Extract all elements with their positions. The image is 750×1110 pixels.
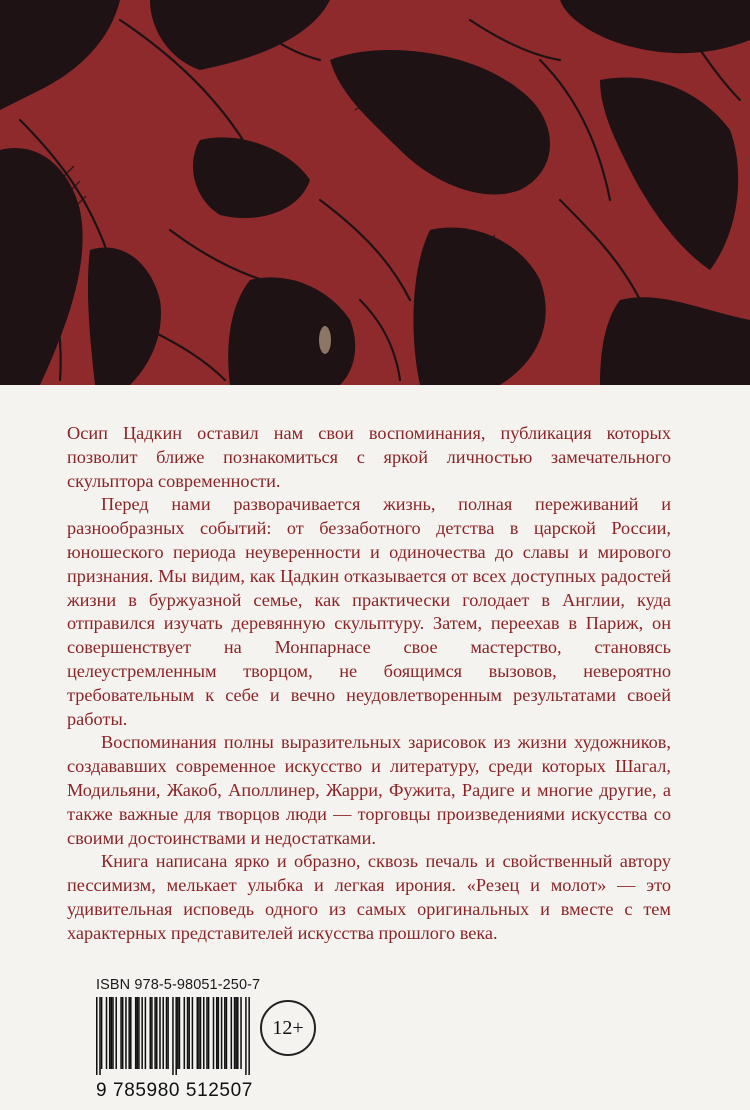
barcode-digits: 9 785980 512507 xyxy=(96,1080,253,1101)
woodcut-illustration xyxy=(0,0,750,385)
book-description xyxy=(67,422,671,946)
description-paragraph-3: Воспоминания полны выразительных зарисовок из жизни художников, создававших современное искусство и литературу, среди которых Шагал, Модильяни, Жакоб, Аполлинер, Жарри, Фужита, Радиге и многие другие, а также важные для творцов люди — торговцы произведениями искусства со своими достоинствами и недостатками. xyxy=(67,732,671,848)
cover-artwork xyxy=(0,0,750,385)
age-rating-badge: 12+ xyxy=(260,1000,316,1056)
isbn-number: ISBN 978-5-98051-250-7 xyxy=(96,977,261,993)
description-paragraph-1: Осип Цадкин оставил нам свои воспоминания, публикация которых позволит ближе познакомиться с яркой личностью замечательного скульптора современности. xyxy=(67,423,671,491)
isbn-label xyxy=(96,977,261,993)
back-cover-text-area xyxy=(0,385,750,1110)
description-paragraph-4: Книга написана ярко и образно, сквозь печаль и свойственный автору пессимизм, мелькает улыбка и легкая ирония. «Резец и молот» — это удивительная исповедь одного из самых оригинальных и вместе с тем характерных представителей искусства прошлого века. xyxy=(67,851,671,943)
description-paragraph-2: Перед нами разворачивается жизнь, полная переживаний и разнообразных событий: от беззаботного детства в царской России, юношеского периода неуверенности и одиночества до славы и мирового признания. Мы видим, как Цадкин отказывается от всех доступных радостей жизни в буржуазной семье, как практически голодает в Англии, куда отправился изучать деревянную скульптуру. Затем, переехав в Париж, он совершенствует на Монпарнасе свое мастерство, становясь целеустремленным творцом, не боящимся вызовов, невероятно требовательным к себе и вечно неудовлетворенным результатами своей работы. xyxy=(67,494,671,729)
barcode xyxy=(96,997,250,1075)
